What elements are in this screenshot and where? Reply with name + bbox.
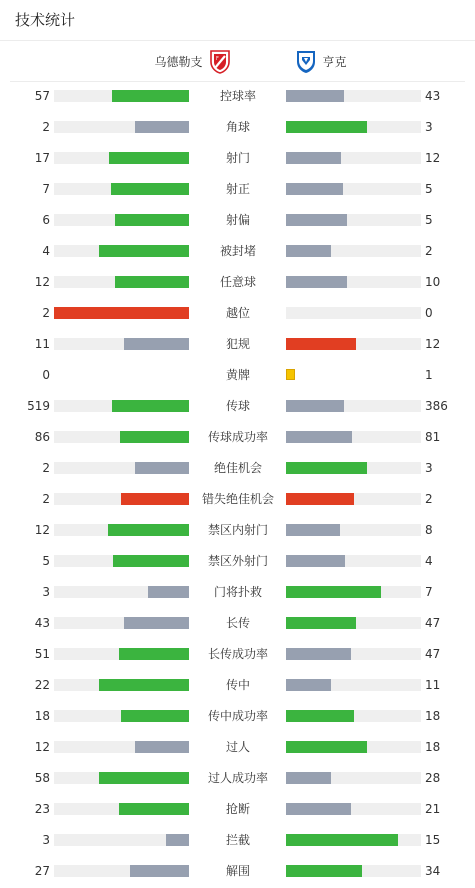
stat-label: 射偏 bbox=[225, 213, 250, 227]
page-title: 技术统计 bbox=[0, 0, 475, 41]
stat-row bbox=[0, 458, 475, 478]
stat-home-bar bbox=[54, 555, 189, 567]
stat-home-bar bbox=[54, 617, 189, 629]
stat-label: 绝佳机会 bbox=[213, 461, 262, 475]
stat-home-value: 12 bbox=[34, 740, 50, 754]
stat-home-bar-fill bbox=[135, 121, 189, 133]
stat-home-value: 58 bbox=[34, 771, 50, 785]
stat-away-bar-fill bbox=[286, 245, 331, 257]
stat-away-bar-fill bbox=[286, 555, 345, 567]
stat-away-bar bbox=[286, 90, 421, 102]
stat-label: 过人 bbox=[225, 740, 250, 754]
stat-home-bar bbox=[54, 493, 189, 505]
fc-utrecht-crest-icon bbox=[208, 48, 232, 74]
stat-away-bar-fill bbox=[286, 648, 351, 660]
stat-row bbox=[0, 706, 475, 726]
home-team[interactable] bbox=[154, 41, 231, 81]
stat-away-bar bbox=[286, 400, 421, 412]
stat-row bbox=[0, 334, 475, 354]
stat-row bbox=[0, 520, 475, 540]
stat-away-bar-fill bbox=[286, 152, 341, 164]
stat-label: 射门 bbox=[225, 151, 250, 165]
stat-away-value: 15 bbox=[425, 833, 441, 847]
stat-away-value: 1 bbox=[425, 368, 433, 382]
stat-home-value: 18 bbox=[34, 709, 50, 723]
stat-label: 传球成功率 bbox=[207, 430, 268, 444]
stat-home-bar-fill bbox=[121, 710, 189, 722]
stat-away-value: 12 bbox=[425, 151, 441, 165]
stat-home-bar-fill bbox=[130, 865, 189, 877]
stat-away-value: 21 bbox=[425, 802, 441, 816]
stat-away-bar-fill bbox=[286, 121, 367, 133]
stat-home-bar bbox=[54, 369, 189, 381]
stat-home-bar-fill bbox=[113, 555, 189, 567]
stat-away-value: 386 bbox=[425, 399, 448, 413]
away-team-name: 亨克 bbox=[322, 54, 347, 69]
stat-row bbox=[0, 613, 475, 633]
stat-away-bar bbox=[286, 121, 421, 133]
stat-row bbox=[0, 489, 475, 509]
stat-row bbox=[0, 210, 475, 230]
stat-label: 错失绝佳机会 bbox=[201, 492, 274, 506]
stat-home-bar-fill bbox=[121, 493, 189, 505]
stat-away-bar bbox=[286, 741, 421, 753]
stat-home-bar-fill bbox=[115, 276, 189, 288]
home-team-name: 乌德勒支 bbox=[154, 54, 203, 69]
stat-away-bar bbox=[286, 710, 421, 722]
stat-home-bar bbox=[54, 803, 189, 815]
stat-away-bar bbox=[286, 183, 421, 195]
stat-away-bar-fill bbox=[286, 462, 367, 474]
stat-row bbox=[0, 861, 475, 881]
stat-away-bar bbox=[286, 524, 421, 536]
stat-away-bar bbox=[286, 803, 421, 815]
stat-home-bar-fill bbox=[119, 803, 189, 815]
stat-label: 控球率 bbox=[219, 89, 256, 103]
stat-away-value: 43 bbox=[425, 89, 441, 103]
stat-home-value: 0 bbox=[42, 368, 50, 382]
stat-home-bar-fill bbox=[148, 586, 189, 598]
stat-home-bar bbox=[54, 338, 189, 350]
stat-row bbox=[0, 241, 475, 261]
stat-home-bar-fill bbox=[115, 214, 189, 226]
stat-home-value: 6 bbox=[42, 213, 50, 227]
stat-away-bar-fill bbox=[286, 803, 351, 815]
stat-row bbox=[0, 179, 475, 199]
stat-away-value: 3 bbox=[425, 461, 433, 475]
stat-row bbox=[0, 427, 475, 447]
stat-away-bar-fill bbox=[286, 431, 352, 443]
stat-away-bar-fill bbox=[286, 865, 362, 877]
stat-home-bar-fill bbox=[108, 524, 189, 536]
stat-away-value: 2 bbox=[425, 492, 433, 506]
stat-home-value: 51 bbox=[34, 647, 50, 661]
stat-away-bar bbox=[286, 772, 421, 784]
stat-home-bar bbox=[54, 90, 189, 102]
stat-row bbox=[0, 768, 475, 788]
stat-row bbox=[0, 272, 475, 292]
stat-home-bar bbox=[54, 431, 189, 443]
stat-home-bar bbox=[54, 648, 189, 660]
stat-label: 任意球 bbox=[219, 275, 256, 289]
stat-home-bar bbox=[54, 679, 189, 691]
stat-away-value: 10 bbox=[425, 275, 441, 289]
stat-label: 抢断 bbox=[225, 802, 250, 816]
krc-genk-crest-icon bbox=[294, 48, 318, 74]
stat-home-bar bbox=[54, 772, 189, 784]
stat-home-bar bbox=[54, 865, 189, 877]
stat-away-bar-fill bbox=[286, 679, 331, 691]
stat-home-bar bbox=[54, 121, 189, 133]
stat-home-bar-fill bbox=[124, 617, 189, 629]
stat-away-value: 81 bbox=[425, 430, 441, 444]
stat-label: 传中成功率 bbox=[207, 709, 268, 723]
stat-away-bar-fill bbox=[286, 741, 367, 753]
stat-home-value: 12 bbox=[34, 275, 50, 289]
stat-home-value: 2 bbox=[42, 120, 50, 134]
stat-away-bar bbox=[286, 834, 421, 846]
stat-away-value: 11 bbox=[425, 678, 441, 692]
stat-row bbox=[0, 86, 475, 106]
stat-home-bar-fill bbox=[166, 834, 189, 846]
stat-away-bar-fill bbox=[286, 834, 398, 846]
stat-label: 禁区内射门 bbox=[207, 523, 268, 537]
yellow-card-icon bbox=[286, 369, 295, 380]
stat-label: 传球 bbox=[225, 399, 250, 413]
stat-away-bar bbox=[286, 679, 421, 691]
stat-home-bar-fill bbox=[54, 307, 189, 319]
stat-home-bar bbox=[54, 183, 189, 195]
stat-away-value: 18 bbox=[425, 740, 441, 754]
stat-home-value: 3 bbox=[42, 585, 50, 599]
stat-home-value: 43 bbox=[34, 616, 50, 630]
stat-home-bar bbox=[54, 586, 189, 598]
stat-row bbox=[0, 644, 475, 664]
stat-label: 过人成功率 bbox=[207, 771, 268, 785]
stat-home-value: 11 bbox=[34, 337, 50, 351]
stat-home-bar-fill bbox=[135, 462, 189, 474]
stat-label: 长传 bbox=[225, 616, 250, 630]
stat-home-bar-fill bbox=[99, 245, 189, 257]
stat-away-bar-fill bbox=[286, 400, 344, 412]
stat-away-value: 18 bbox=[425, 709, 441, 723]
stat-away-bar bbox=[286, 555, 421, 567]
stat-home-value: 86 bbox=[34, 430, 50, 444]
stat-label: 黄牌 bbox=[225, 368, 250, 382]
stat-home-bar-fill bbox=[109, 152, 189, 164]
svg-text:F: F bbox=[215, 56, 219, 62]
stat-label: 射正 bbox=[225, 182, 250, 196]
stat-away-bar bbox=[286, 245, 421, 257]
stat-home-value: 3 bbox=[42, 833, 50, 847]
stat-away-value: 28 bbox=[425, 771, 441, 785]
stat-away-bar-fill bbox=[286, 338, 356, 350]
stat-home-value: 5 bbox=[42, 554, 50, 568]
stat-home-bar-fill bbox=[124, 338, 189, 350]
stat-away-bar-fill bbox=[286, 710, 354, 722]
stat-label: 被封堵 bbox=[219, 244, 256, 258]
stat-away-value: 8 bbox=[425, 523, 433, 537]
stat-home-bar bbox=[54, 741, 189, 753]
stat-away-bar-fill bbox=[286, 276, 347, 288]
stat-home-bar-fill bbox=[120, 431, 189, 443]
stat-label: 门将扑救 bbox=[213, 585, 262, 599]
stat-home-bar-fill bbox=[99, 772, 189, 784]
stat-away-value: 2 bbox=[425, 244, 433, 258]
stat-away-bar-fill bbox=[286, 617, 356, 629]
stat-home-bar bbox=[54, 152, 189, 164]
stat-home-bar bbox=[54, 710, 189, 722]
stat-row bbox=[0, 582, 475, 602]
stat-home-value: 519 bbox=[27, 399, 50, 413]
stat-label: 解围 bbox=[225, 864, 250, 878]
stat-home-bar-fill bbox=[111, 183, 189, 195]
stat-home-value: 27 bbox=[34, 864, 50, 878]
stat-away-bar-fill bbox=[286, 772, 331, 784]
stat-home-bar bbox=[54, 214, 189, 226]
stat-away-bar bbox=[286, 617, 421, 629]
stat-away-bar bbox=[286, 307, 421, 319]
stat-away-bar-fill bbox=[286, 90, 344, 102]
stat-away-value: 4 bbox=[425, 554, 433, 568]
stat-home-value: 22 bbox=[34, 678, 50, 692]
stat-away-value: 34 bbox=[425, 864, 441, 878]
stat-away-value: 0 bbox=[425, 306, 433, 320]
stat-row bbox=[0, 799, 475, 819]
stat-home-bar bbox=[54, 524, 189, 536]
stat-home-value: 2 bbox=[42, 461, 50, 475]
stat-away-bar bbox=[286, 276, 421, 288]
stat-away-bar bbox=[286, 431, 421, 443]
stat-home-value: 7 bbox=[42, 182, 50, 196]
stat-away-bar bbox=[286, 586, 421, 598]
stat-label: 角球 bbox=[225, 120, 250, 134]
stat-label: 长传成功率 bbox=[207, 647, 268, 661]
stat-away-bar bbox=[286, 369, 421, 381]
stat-label: 越位 bbox=[225, 306, 250, 320]
stat-home-bar bbox=[54, 245, 189, 257]
stat-home-value: 17 bbox=[34, 151, 50, 165]
stat-home-bar bbox=[54, 462, 189, 474]
stat-away-bar bbox=[286, 493, 421, 505]
stat-away-bar-fill bbox=[286, 524, 340, 536]
stat-home-value: 4 bbox=[42, 244, 50, 258]
stat-away-bar bbox=[286, 648, 421, 660]
stat-row bbox=[0, 830, 475, 850]
stat-away-bar-fill bbox=[286, 493, 354, 505]
stat-home-bar-fill bbox=[119, 648, 189, 660]
stat-home-bar bbox=[54, 307, 189, 319]
stat-home-bar-fill bbox=[99, 679, 189, 691]
stat-home-bar bbox=[54, 834, 189, 846]
stat-away-value: 12 bbox=[425, 337, 441, 351]
stat-label: 传中 bbox=[225, 678, 250, 692]
stat-away-bar-fill bbox=[286, 183, 343, 195]
teams-header bbox=[10, 41, 465, 82]
stat-home-bar-fill bbox=[135, 741, 189, 753]
stat-home-value: 2 bbox=[42, 306, 50, 320]
away-team[interactable] bbox=[294, 41, 347, 81]
stat-home-value: 57 bbox=[34, 89, 50, 103]
stat-home-value: 12 bbox=[34, 523, 50, 537]
stat-home-bar bbox=[54, 276, 189, 288]
stat-home-value: 23 bbox=[34, 802, 50, 816]
stat-away-value: 5 bbox=[425, 182, 433, 196]
stat-away-bar bbox=[286, 152, 421, 164]
stat-home-bar bbox=[54, 400, 189, 412]
stat-away-bar-fill bbox=[286, 586, 381, 598]
stat-label: 拦截 bbox=[225, 833, 250, 847]
stat-away-value: 3 bbox=[425, 120, 433, 134]
stat-home-bar-fill bbox=[112, 90, 189, 102]
stat-away-bar bbox=[286, 214, 421, 226]
stat-row bbox=[0, 737, 475, 757]
stat-home-bar-fill bbox=[112, 400, 189, 412]
stat-row bbox=[0, 551, 475, 571]
stat-away-bar bbox=[286, 865, 421, 877]
stat-row bbox=[0, 303, 475, 323]
stat-away-value: 5 bbox=[425, 213, 433, 227]
stat-row bbox=[0, 396, 475, 416]
stat-away-bar bbox=[286, 462, 421, 474]
stat-row bbox=[0, 117, 475, 137]
stat-label: 禁区外射门 bbox=[207, 554, 268, 568]
stat-away-bar-fill bbox=[286, 214, 347, 226]
stat-away-value: 47 bbox=[425, 616, 441, 630]
stat-away-bar bbox=[286, 338, 421, 350]
stat-home-value: 2 bbox=[42, 492, 50, 506]
stat-away-value: 7 bbox=[425, 585, 433, 599]
stat-row bbox=[0, 675, 475, 695]
stat-away-value: 47 bbox=[425, 647, 441, 661]
stat-label: 犯规 bbox=[225, 337, 250, 351]
stat-row bbox=[0, 365, 475, 385]
stat-row bbox=[0, 148, 475, 168]
